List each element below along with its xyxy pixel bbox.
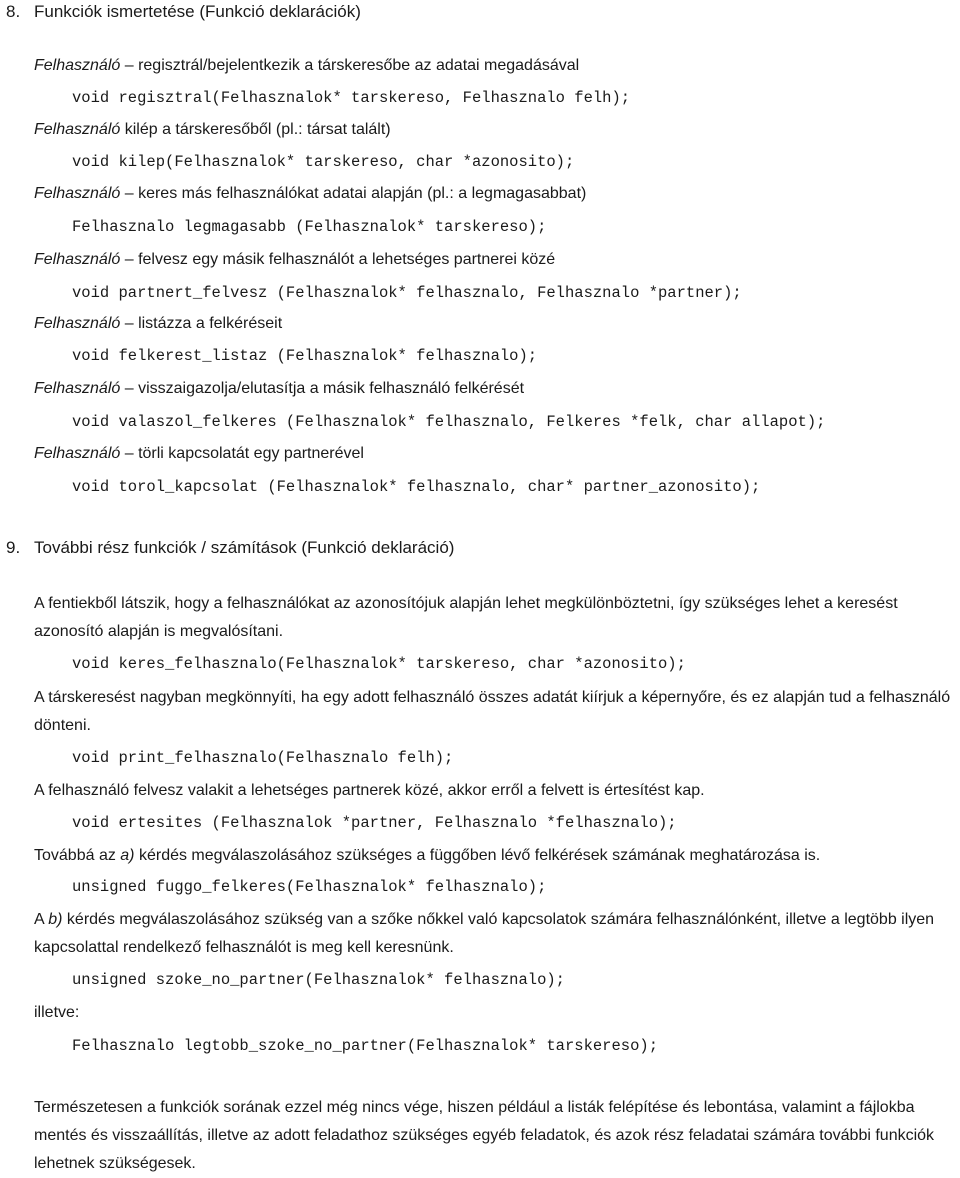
section-9-number: 9. [6, 538, 21, 557]
paragraph-text: Továbbá az [34, 847, 121, 864]
section-9-title: További rész funkciók / számítások (Funkció deklaráció) [34, 538, 455, 557]
function-description [34, 55, 579, 77]
function-declaration: void felkerest_listaz (Felhasznalok* felhasznalo); [72, 347, 538, 365]
paragraph-text: A [34, 911, 49, 928]
function-declaration: void print_felhasznalo(Felhasznalo felh); [72, 749, 454, 767]
paragraph-text: kérdés megválaszolásához szükséges a függőben lévő felkérések számának meghatározása is. [134, 847, 821, 864]
description-text: – törli kapcsolatát egy partnerével [120, 445, 364, 462]
function-declaration: void partnert_felvesz (Felhasznalok* felhasznalo, Felhasznalo *partner); [72, 284, 742, 302]
function-declaration: void valaszol_felkeres (Felhasznalok* felhasznalo, Felkeres *felk, char allapot); [72, 413, 826, 431]
function-declaration: Felhasznalo legmagasabb (Felhasznalok* tarskereso); [72, 218, 547, 236]
function-description [34, 183, 586, 205]
paragraph: illetve: [34, 1004, 80, 1021]
description-text: – felvesz egy másik felhasználót a lehetséges partnerei közé [120, 251, 556, 268]
actor-label: Felhasználó [34, 251, 121, 268]
function-description [34, 443, 364, 465]
function-declaration: void kilep(Felhasznalok* tarskereso, char *azonosito); [72, 153, 575, 171]
actor-label: Felhasználó [34, 445, 121, 462]
function-description [34, 119, 391, 141]
paragraph-text: kérdés megválaszolásához szükség van a szőke nőkkel való kapcsolatok számára felhasználónként, illetve a legtöbb ilyen kapcsolattal rendelkező felhasználót is meg kell keresnünk. [34, 911, 935, 956]
function-description [34, 313, 282, 335]
actor-label: Felhasználó [34, 121, 121, 138]
function-declaration: void ertesites (Felhasznalok *partner, Felhasznalo *felhasznalo); [72, 814, 677, 832]
paragraph: A felhasználó felvesz valakit a lehetséges partnerek közé, akkor erről a felvett is értesítést kap. [34, 782, 705, 799]
paragraph [34, 906, 960, 962]
function-declaration: unsigned fuggo_felkeres(Felhasznalok* felhasznalo); [72, 878, 547, 896]
section-9-heading [6, 536, 454, 560]
function-declaration: void regisztral(Felhasznalok* tarskereso, Felhasznalo felh); [72, 89, 631, 107]
description-text: kilép a társkeresőből (pl.: társat talált) [120, 121, 391, 138]
actor-label: Felhasználó [34, 315, 121, 332]
description-text: – visszaigazolja/elutasítja a másik felhasználó felkérését [120, 380, 525, 397]
paragraph [34, 842, 960, 870]
paragraph: A társkeresést nagyban megkönnyíti, ha egy adott felhasználó összes adatát kiírjuk a képernyőre, és ez alapján tud a felhasználó dönteni. [34, 689, 951, 734]
actor-label: Felhasználó [34, 185, 121, 202]
description-text: – keres más felhasználókat adatai alapján (pl.: a legmagasabbat) [120, 185, 587, 202]
question-ref: b) [48, 911, 63, 928]
section-8-heading [6, 0, 361, 24]
actor-label: Felhasználó [34, 380, 121, 397]
function-declaration: void keres_felhasznalo(Felhasznalok* tarskereso, char *azonosito); [72, 655, 686, 673]
function-description [34, 378, 524, 400]
function-description [34, 249, 555, 271]
closing-paragraph: Természetesen a funkciók sorának ezzel még nincs vége, hiszen például a listák felépítése és lebontása, valamint a fájlokba mentés és visszaállítás, illetve az adott feladathoz szükséges egyéb feladatok, és azok rész feladatai számára további funkciók lehetnek szükségesek. [34, 1099, 935, 1172]
section-8-title: Funkciók ismertetése (Funkció deklarációk) [34, 2, 361, 21]
function-declaration: unsigned szoke_no_partner(Felhasznalok* felhasznalo); [72, 971, 565, 989]
function-declaration: Felhasznalo legtobb_szoke_no_partner(Felhasznalok* tarskereso); [72, 1037, 658, 1055]
paragraph: A fentiekből látszik, hogy a felhasználókat az azonosítójuk alapján lehet megkülönböztetni, így szükséges lehet a keresést azonosító alapján is megvalósítani. [34, 595, 898, 640]
description-text: – regisztrál/bejelentkezik a társkeresőbe az adatai megadásával [120, 57, 580, 74]
question-ref: a) [120, 847, 135, 864]
actor-label: Felhasználó [34, 57, 121, 74]
description-text: – listázza a felkéréseit [120, 315, 283, 332]
section-8-number: 8. [6, 2, 21, 21]
function-declaration: void torol_kapcsolat (Felhasznalok* felhasznalo, char* partner_azonosito); [72, 478, 761, 496]
